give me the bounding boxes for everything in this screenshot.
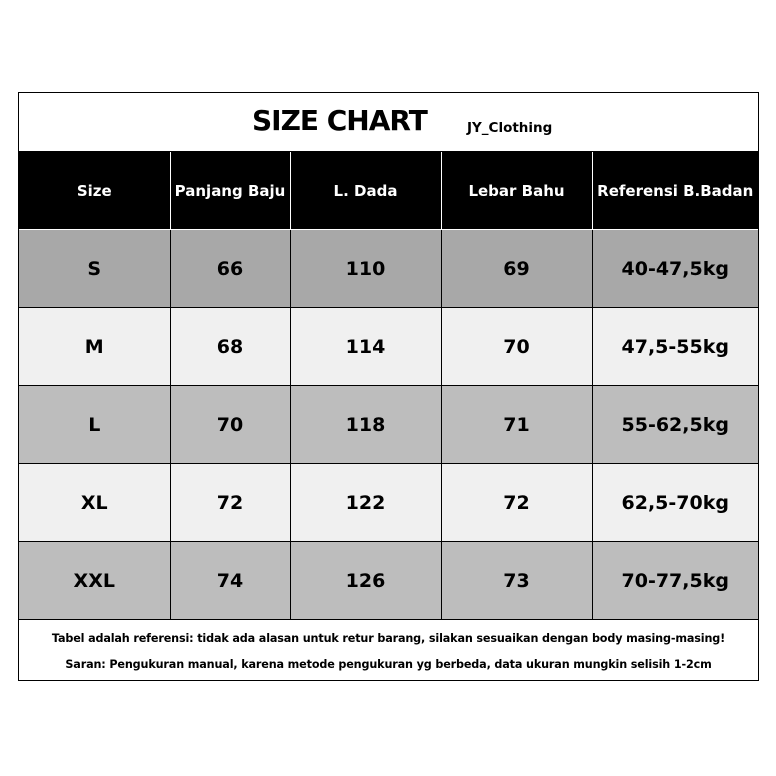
table-header-row xyxy=(19,153,758,230)
notes-section xyxy=(19,620,758,680)
table-row xyxy=(19,230,758,308)
disclaimer-note: Tabel adalah referensi: tidak ada alasan untuk retur barang, silakan sesuaikan dengan body masing-masing! xyxy=(51,632,726,645)
cell-size: S xyxy=(19,230,170,308)
cell-size: M xyxy=(19,308,170,386)
cell-size: XL xyxy=(19,464,170,542)
table-row xyxy=(19,464,758,542)
title-row xyxy=(19,93,758,152)
table-row xyxy=(19,386,758,464)
cell-panjang-baju: 70 xyxy=(170,386,290,464)
cell-panjang-baju: 68 xyxy=(170,308,290,386)
cell-panjang-baju: 74 xyxy=(170,542,290,620)
cell-panjang-baju: 72 xyxy=(170,464,290,542)
table-row xyxy=(19,542,758,620)
cell-lebar-bahu: 72 xyxy=(441,464,592,542)
cell-lebar-bahu: 69 xyxy=(441,230,592,308)
cell-berat-badan: 55-62,5kg xyxy=(592,386,758,464)
brand-name: JY_Clothing xyxy=(467,120,553,136)
size-table xyxy=(19,152,758,620)
cell-berat-badan: 47,5-55kg xyxy=(592,308,758,386)
cell-berat-badan: 62,5-70kg xyxy=(592,464,758,542)
cell-size: L xyxy=(19,386,170,464)
column-header-referensi-berat-badan: Referensi B.Badan xyxy=(592,153,758,230)
cell-lebar-bahu: 71 xyxy=(441,386,592,464)
chart-title: SIZE CHART xyxy=(252,104,427,137)
cell-lebar-dada: 114 xyxy=(290,308,441,386)
table-row xyxy=(19,308,758,386)
cell-size: XXL xyxy=(19,542,170,620)
cell-lebar-dada: 126 xyxy=(290,542,441,620)
cell-panjang-baju: 66 xyxy=(170,230,290,308)
cell-lebar-dada: 118 xyxy=(290,386,441,464)
cell-berat-badan: 70-77,5kg xyxy=(592,542,758,620)
column-header-size: Size xyxy=(19,153,170,230)
column-header-lebar-bahu: Lebar Bahu xyxy=(441,153,592,230)
column-header-lebar-dada: L. Dada xyxy=(290,153,441,230)
cell-lebar-bahu: 73 xyxy=(441,542,592,620)
size-chart xyxy=(18,92,759,681)
cell-lebar-bahu: 70 xyxy=(441,308,592,386)
column-header-panjang-baju: Panjang Baju xyxy=(170,153,290,230)
measurement-note: Saran: Pengukuran manual, karena metode pengukuran yg berbeda, data ukuran mungkin selisih 1-2cm xyxy=(65,658,712,671)
cell-lebar-dada: 122 xyxy=(290,464,441,542)
cell-lebar-dada: 110 xyxy=(290,230,441,308)
cell-berat-badan: 40-47,5kg xyxy=(592,230,758,308)
